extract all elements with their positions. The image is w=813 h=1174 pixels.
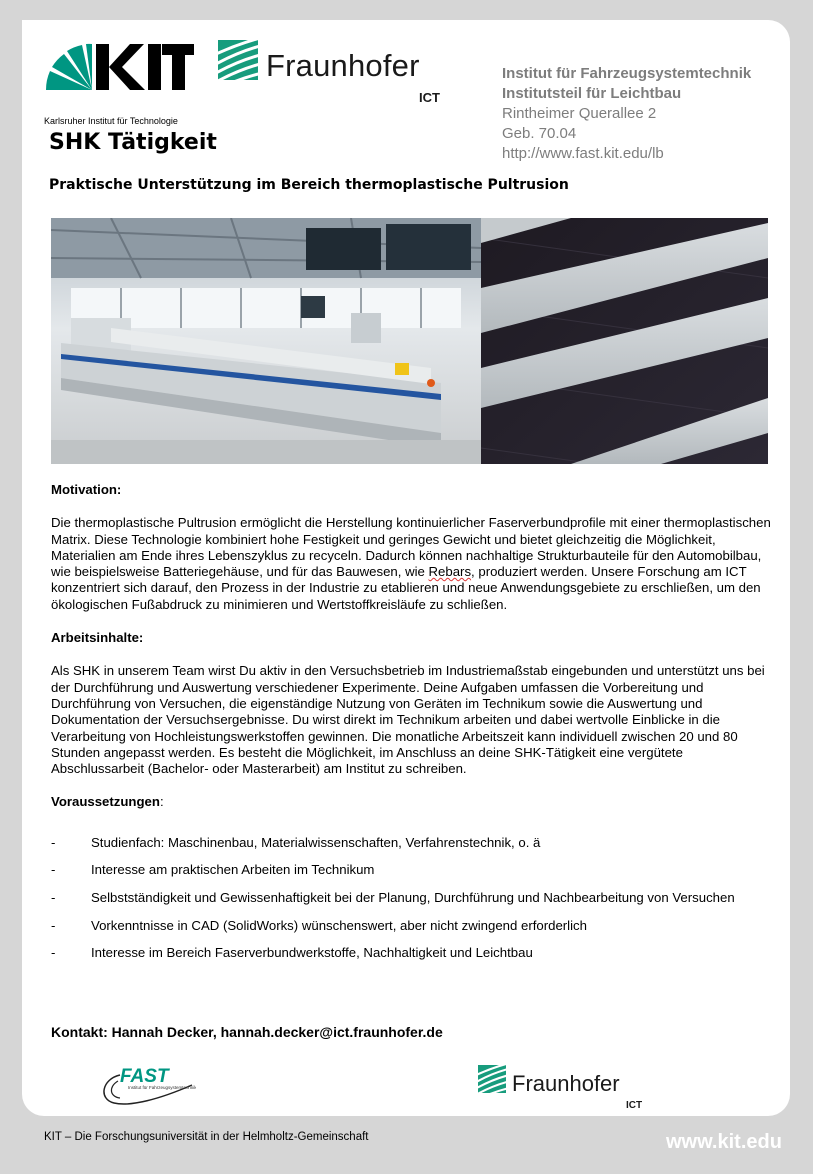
- document-page: [22, 20, 790, 1116]
- contact-line[interactable]: Kontakt: Hannah Decker, hannah.decker@ict.fraunhofer.de: [51, 1024, 443, 1040]
- page-title: SHK Tätigkeit: [49, 130, 217, 155]
- list-item: [51, 835, 771, 851]
- bullet-dash: -: [51, 917, 56, 933]
- footer-claim: KIT – Die Forschungsuniversität in der Helmholtz-Gemeinschaft: [44, 1131, 369, 1143]
- fraunhofer-emblem-icon: [478, 1065, 506, 1093]
- bullet-dash: -: [51, 945, 56, 961]
- tasks-text: Als SHK in unserem Team wirst Du aktiv in den Versuchsbetrieb im Industriemaßstab eingebunden und unterstützt uns bei der Durchführung und Auswertung verschiedener Experimente. Deine Aufgaben umfassen die Vorbereitung und Durchführung von Versuchen, die eigenständige Nutzung von Geräten im Technikum sowie die Auswertung und Dokumentation der Versuchsergebnisse. Du wirst direkt im Technikum arbeiten und dabei wertvolle Einblicke in die Verarbeitung von Hochleistungswerkstoffen gewinnen. Die monatliche Arbeitszeit kann individuell zwischen 20 und 80 Stunden angepasst werden. Es besteht die Möglichkeit, im Anschluss an deine SHK-Tätigkeit eine vergütete Abschlussarbeit (Bachelor- oder Masterarbeit) am Institut zu schreiben.: [51, 663, 765, 777]
- fast-wordmark: FAST: [120, 1066, 169, 1087]
- list-item: [51, 890, 771, 906]
- fast-subtitle: Institut für Fahrzeugsystemtechnik: [128, 1085, 196, 1090]
- fraunhofer-logo: [218, 40, 458, 110]
- address-url[interactable]: http://www.fast.kit.edu/lb: [502, 145, 664, 162]
- job-description: [51, 482, 771, 973]
- pultrusion-machine-photo: [51, 218, 481, 464]
- address-department: Institutsteil für Leichtbau: [502, 85, 682, 102]
- requirements-heading: [51, 794, 771, 810]
- motivation-heading: Motivation:: [51, 482, 122, 497]
- list-item: [51, 862, 771, 878]
- requirements-heading-label: Voraussetzungen: [51, 794, 160, 810]
- kit-logo: [44, 40, 194, 132]
- kit-emblem-icon: [44, 40, 194, 116]
- bullet-dash: -: [51, 862, 56, 878]
- fast-logo: [100, 1065, 196, 1111]
- list-item-text: Studienfach: Maschinenbau, Materialwissenschaften, Verfahrenstechnik, o. ä: [91, 834, 541, 850]
- list-item-text: Interesse im Bereich Faserverbundwerkstoffe, Nachhaltigkeit und Leichtbau: [91, 945, 533, 961]
- kit-subtitle: Karlsruher Institut für Technologie: [44, 116, 178, 126]
- fraunhofer-wordmark: Fraunhofer: [266, 48, 420, 83]
- motivation-text-part-1: Die thermoplastische Pultrusion ermöglicht die Herstellung kontinuierlicher Faserverbundprofile mit einer thermoplastischen Matrix. Diese Technologie kombiniert hohe Festigkeit und geringes Gewicht und bietet gleichzeitig die Möglichkeit, Materialien am Ende ihres Lebenszyklus zu recyceln. Dadurch können nachhaltige Strukturbauteile für den Automobilbau, wie beispielsweise Batteriegehäuse, und für das Bauwesen, wie: [51, 515, 771, 580]
- fraunhofer-emblem-icon: [218, 40, 258, 80]
- fraunhofer-wordmark-footer: Fraunhofer: [512, 1071, 620, 1096]
- list-item-text: Vorkenntnisse in CAD (SolidWorks) wünschenswert, aber nicht zwingend erforderlich: [91, 917, 587, 933]
- page-subtitle: Praktische Unterstützung im Bereich thermoplastische Pultrusion: [49, 177, 569, 193]
- list-item: [51, 918, 771, 934]
- address-building: Geb. 70.04: [502, 125, 577, 142]
- photo-banner: [51, 218, 768, 464]
- list-item-text: Selbstständigkeit und Gewissenhaftigkeit bei der Planung, Durchführung und Nachbearbeitung von Versuchen: [91, 889, 735, 905]
- motivation-text: [51, 515, 771, 613]
- bullet-dash: -: [51, 889, 56, 905]
- fraunhofer-logo-footer: [478, 1065, 658, 1116]
- address-institute: Institut für Fahrzeugsystemtechnik: [502, 65, 752, 82]
- bullet-dash: -: [51, 834, 56, 850]
- fast-swoosh-icon: [100, 1065, 196, 1111]
- fiber-tapes-photo: [481, 218, 768, 464]
- footer-url[interactable]: www.kit.edu: [666, 1131, 782, 1153]
- requirements-heading-colon: :: [159, 794, 164, 810]
- list-item-text: Interesse am praktischen Arbeiten im Technikum: [91, 862, 375, 878]
- spellcheck-marked-word: Rebars: [428, 564, 472, 580]
- requirements-list: [51, 835, 771, 962]
- fraunhofer-unit: ICT: [419, 90, 440, 105]
- fraunhofer-unit-footer: ICT: [626, 1100, 643, 1111]
- institute-address: [502, 64, 751, 164]
- list-item: [51, 945, 771, 961]
- address-street: Rintheimer Querallee 2: [502, 105, 657, 122]
- motivation-text-part-2: , produziert werden. Unsere Forschung am ICT konzentriert sich darauf, den Prozess in der Industrie zu etablieren und neue Anwendungsgebiete zu erschließen, um den ökologischen Fußabdruck zu minimieren und Wertstoffkreisläufe zu schließen.: [51, 564, 761, 612]
- tasks-heading: Arbeitsinhalte:: [51, 630, 144, 646]
